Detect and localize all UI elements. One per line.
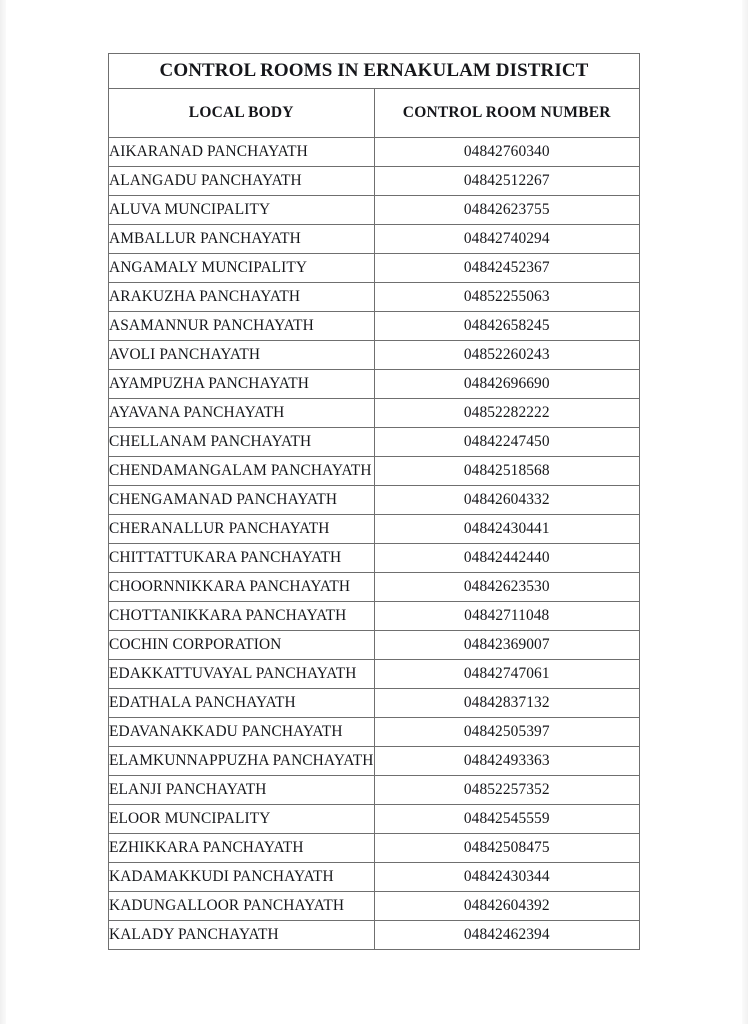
table-row [109, 573, 640, 602]
control-room-number-cell: 04842505397 [374, 718, 640, 747]
control-room-number-cell: 04852260243 [374, 341, 640, 370]
table-row [109, 341, 640, 370]
page-edge-left [0, 0, 6, 1024]
table-row [109, 660, 640, 689]
control-room-number-cell: 04842442440 [374, 544, 640, 573]
control-room-number-cell: 04842369007 [374, 631, 640, 660]
local-body-cell: ALANGADU PANCHAYATH [109, 167, 375, 196]
local-body-cell: KALADY PANCHAYATH [109, 921, 375, 950]
local-body-cell: ARAKUZHA PANCHAYATH [109, 283, 375, 312]
table-row [109, 689, 640, 718]
control-room-number-cell: 04842760340 [374, 138, 640, 167]
control-room-number-cell: 04842740294 [374, 225, 640, 254]
table-row [109, 747, 640, 776]
control-room-number-cell: 04842837132 [374, 689, 640, 718]
table-row [109, 225, 640, 254]
control-room-number-cell: 04842623530 [374, 573, 640, 602]
control-rooms-table [108, 53, 640, 950]
local-body-cell: ELAMKUNNAPPUZHA PANCHAYATH [109, 747, 375, 776]
table-row [109, 602, 640, 631]
control-room-number-cell: 04842696690 [374, 370, 640, 399]
local-body-cell: EDAVANAKKADU PANCHAYATH [109, 718, 375, 747]
local-body-cell: AYAMPUZHA PANCHAYATH [109, 370, 375, 399]
control-room-number-cell: 04842430441 [374, 515, 640, 544]
control-room-number-cell: 04852282222 [374, 399, 640, 428]
document-sheet [108, 53, 640, 950]
local-body-cell: CHENGAMANAD PANCHAYATH [109, 486, 375, 515]
local-body-cell: AMBALLUR PANCHAYATH [109, 225, 375, 254]
table-row [109, 254, 640, 283]
control-room-number-cell: 04842430344 [374, 863, 640, 892]
control-room-number-cell: 04842512267 [374, 167, 640, 196]
local-body-cell: AIKARANAD PANCHAYATH [109, 138, 375, 167]
control-room-number-cell: 04842518568 [374, 457, 640, 486]
local-body-cell: ANGAMALY MUNCIPALITY [109, 254, 375, 283]
table-row [109, 544, 640, 573]
table-row [109, 399, 640, 428]
table-row [109, 283, 640, 312]
table-row [109, 486, 640, 515]
table-row [109, 167, 640, 196]
table-row [109, 370, 640, 399]
local-body-cell: EZHIKKARA PANCHAYATH [109, 834, 375, 863]
control-room-number-cell: 04842658245 [374, 312, 640, 341]
local-body-cell: AVOLI PANCHAYATH [109, 341, 375, 370]
control-room-number-cell: 04842247450 [374, 428, 640, 457]
local-body-cell: CHELLANAM PANCHAYATH [109, 428, 375, 457]
control-room-number-cell: 04842623755 [374, 196, 640, 225]
local-body-cell: KADUNGALLOOR PANCHAYATH [109, 892, 375, 921]
control-room-number-cell: 04842452367 [374, 254, 640, 283]
table-row [109, 515, 640, 544]
table-header-row [109, 89, 640, 138]
document-title: CONTROL ROOMS IN ERNAKULAM DISTRICT [109, 54, 640, 89]
control-room-number-cell: 04852255063 [374, 283, 640, 312]
local-body-cell: EDATHALA PANCHAYATH [109, 689, 375, 718]
control-room-number-cell: 04842493363 [374, 747, 640, 776]
table-body [109, 138, 640, 950]
local-body-cell: CHENDAMANGALAM PANCHAYATH [109, 457, 375, 486]
table-row [109, 776, 640, 805]
table-row [109, 805, 640, 834]
table-row [109, 312, 640, 341]
local-body-cell: COCHIN CORPORATION [109, 631, 375, 660]
local-body-cell: ASAMANNUR PANCHAYATH [109, 312, 375, 341]
control-room-number-cell: 04842462394 [374, 921, 640, 950]
table-row [109, 631, 640, 660]
table-row [109, 428, 640, 457]
table-row [109, 196, 640, 225]
control-room-number-cell: 04842508475 [374, 834, 640, 863]
table-title-row [109, 54, 640, 89]
column-header-local-body: LOCAL BODY [109, 89, 375, 138]
local-body-cell: EDAKKATTUVAYAL PANCHAYATH [109, 660, 375, 689]
table-row [109, 457, 640, 486]
table-row [109, 834, 640, 863]
local-body-cell: KADAMAKKUDI PANCHAYATH [109, 863, 375, 892]
control-room-number-cell: 04852257352 [374, 776, 640, 805]
local-body-cell: CHOORNNIKKARA PANCHAYATH [109, 573, 375, 602]
table-row [109, 863, 640, 892]
table-row [109, 138, 640, 167]
control-room-number-cell: 04842711048 [374, 602, 640, 631]
table-head [109, 54, 640, 138]
control-room-number-cell: 04842604332 [374, 486, 640, 515]
local-body-cell: AYAVANA PANCHAYATH [109, 399, 375, 428]
table-row [109, 718, 640, 747]
local-body-cell: ELANJI PANCHAYATH [109, 776, 375, 805]
control-room-number-cell: 04842545559 [374, 805, 640, 834]
control-room-number-cell: 04842604392 [374, 892, 640, 921]
control-room-number-cell: 04842747061 [374, 660, 640, 689]
column-header-control-room-number: CONTROL ROOM NUMBER [374, 89, 640, 138]
local-body-cell: CHITTATTUKARA PANCHAYATH [109, 544, 375, 573]
local-body-cell: CHERANALLUR PANCHAYATH [109, 515, 375, 544]
local-body-cell: ALUVA MUNCIPALITY [109, 196, 375, 225]
table-row [109, 892, 640, 921]
table-row [109, 921, 640, 950]
local-body-cell: CHOTTANIKKARA PANCHAYATH [109, 602, 375, 631]
local-body-cell: ELOOR MUNCIPALITY [109, 805, 375, 834]
page-edge-right [742, 0, 748, 1024]
